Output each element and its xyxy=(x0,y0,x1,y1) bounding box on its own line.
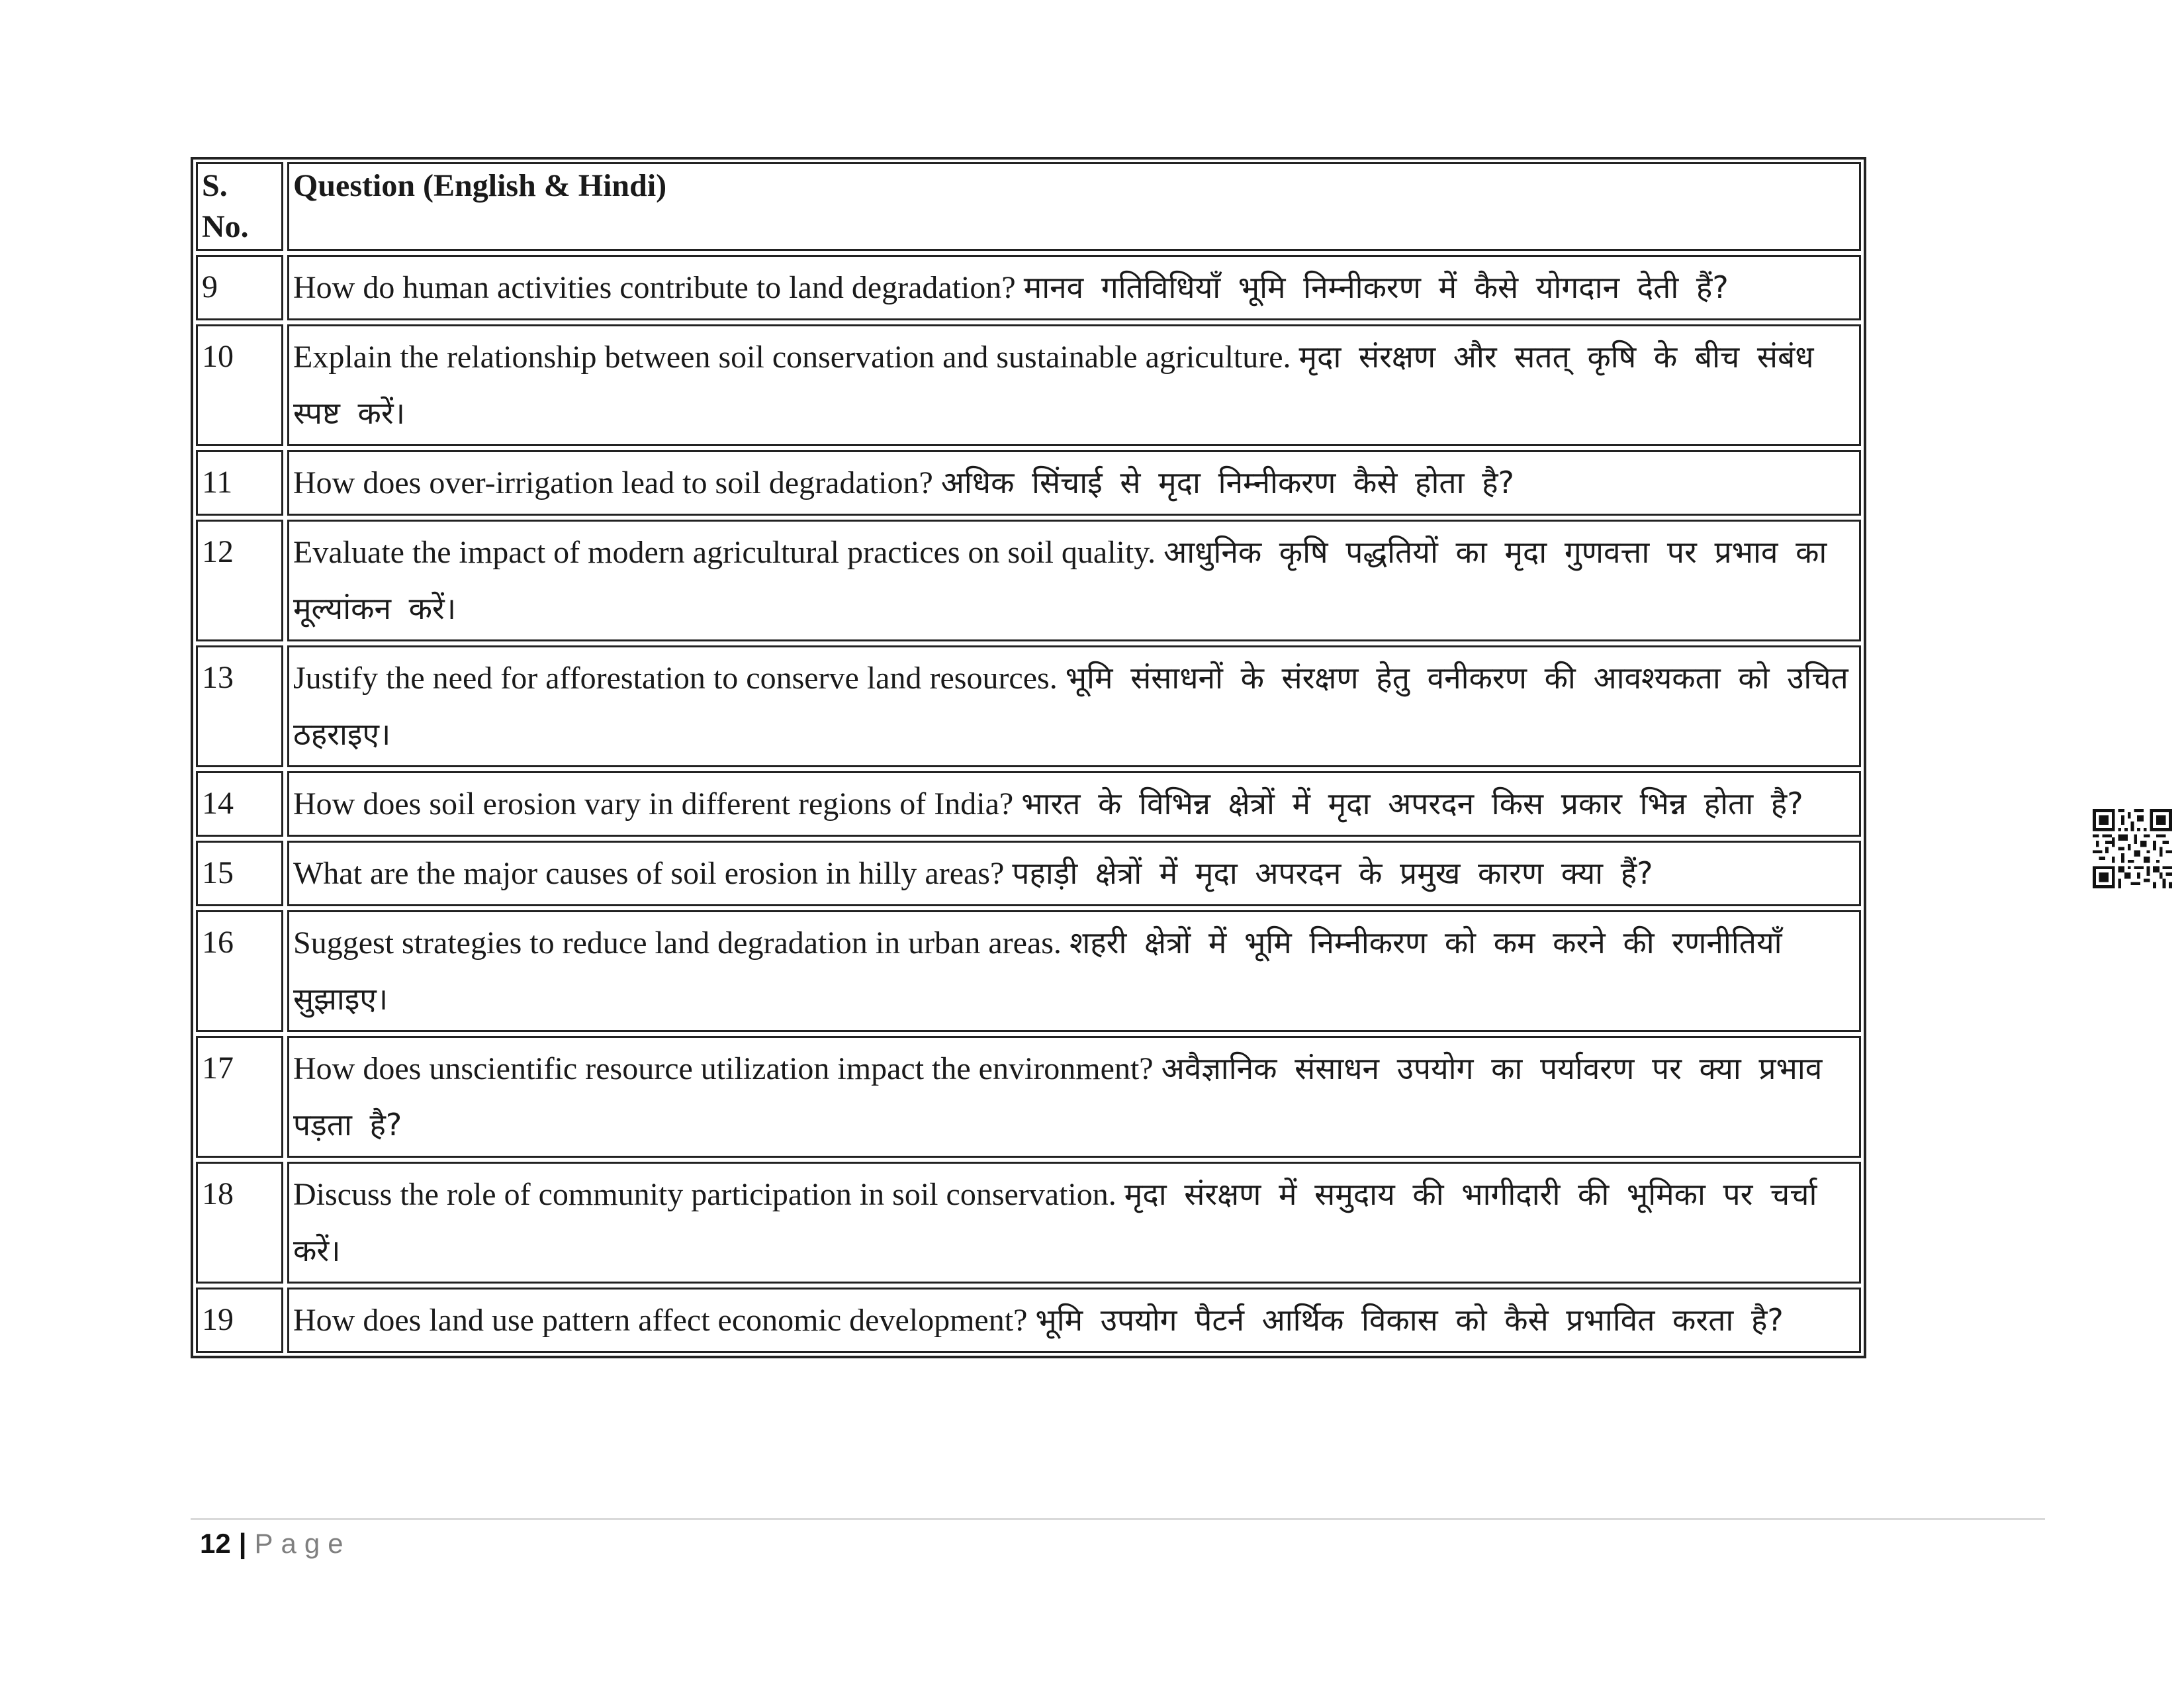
question-cell xyxy=(287,1162,1861,1284)
table-row xyxy=(196,910,1861,1032)
question-hindi: भूमि उपयोग पैटर्न आर्थिक विकास को कैसे प्रभावित करता है? xyxy=(1035,1302,1784,1338)
question-hindi: अवैज्ञानिक संसाधन उपयोग का पर्यावरण पर क्या प्रभाव पड़ता है? xyxy=(293,1051,1823,1143)
table-header-row xyxy=(196,162,1861,251)
question-hindi: मृदा संरक्षण और सतत् कृषि के बीच संबंध स्पष्ट करें। xyxy=(293,339,1814,431)
serial-number-cell: 15 xyxy=(196,841,283,906)
question-english: What are the major causes of soil erosion in hilly areas? xyxy=(293,856,1005,891)
serial-number-cell: 14 xyxy=(196,771,283,837)
table-row xyxy=(196,645,1861,767)
question-hindi: मृदा संरक्षण में समुदाय की भागीदारी की भूमिका पर चर्चा करें। xyxy=(293,1176,1817,1268)
question-hindi: आधुनिक कृषि पद्धतियों का मृदा गुणवत्ता पर प्रभाव का मूल्यांकन करें। xyxy=(293,534,1827,626)
serial-number-cell: 13 xyxy=(196,645,283,767)
question-cell xyxy=(287,450,1861,516)
footer-divider xyxy=(191,1518,2045,1520)
question-cell xyxy=(287,520,1861,641)
question-hindi: अधिक सिंचाई से मृदा निम्नीकरण कैसे होता है? xyxy=(940,465,1514,500)
question-cell xyxy=(287,1288,1861,1353)
page-number: 12 xyxy=(200,1528,231,1559)
table-row xyxy=(196,771,1861,837)
table-body xyxy=(196,255,1861,1353)
question-english: How does over-irrigation lead to soil degradation? xyxy=(293,465,933,500)
serial-number-cell: 18 xyxy=(196,1162,283,1284)
qr-code-icon xyxy=(2093,809,2172,888)
question-english: How does unscientific resource utilization impact the environment? xyxy=(293,1051,1154,1086)
question-english: Discuss the role of community participation in soil conservation. xyxy=(293,1177,1116,1212)
serial-number-cell: 11 xyxy=(196,450,283,516)
question-cell xyxy=(287,645,1861,767)
question-hindi: भारत के विभिन्न क्षेत्रों में मृदा अपरदन किस प्रकार भिन्न होता है? xyxy=(1021,786,1803,821)
question-hindi: शहरी क्षेत्रों में भूमि निम्नीकरण को कम करने की रणनीतियाँ सुझाइए। xyxy=(293,925,1782,1017)
table-row xyxy=(196,1162,1861,1284)
question-english: How does land use pattern affect economic development? xyxy=(293,1303,1028,1338)
table-row xyxy=(196,255,1861,320)
question-english: How does soil erosion vary in different regions of India? xyxy=(293,786,1014,821)
serial-number-cell: 10 xyxy=(196,324,283,446)
question-table-frame xyxy=(191,157,1866,1358)
question-english: Suggest strategies to reduce land degradation in urban areas. xyxy=(293,925,1062,961)
page-label: Page xyxy=(254,1528,351,1559)
question-cell xyxy=(287,910,1861,1032)
table-row xyxy=(196,520,1861,641)
serial-number-cell: 9 xyxy=(196,255,283,320)
serial-number-cell: 17 xyxy=(196,1036,283,1158)
question-english: Explain the relationship between soil conservation and sustainable agriculture. xyxy=(293,340,1291,375)
footer-separator: | xyxy=(238,1528,247,1559)
question-cell xyxy=(287,255,1861,320)
question-cell xyxy=(287,324,1861,446)
question-cell xyxy=(287,841,1861,906)
header-question: Question (English & Hindi) xyxy=(287,162,1861,251)
question-english: Justify the need for afforestation to conserve land resources. xyxy=(293,661,1058,696)
table-row xyxy=(196,1036,1861,1158)
question-table xyxy=(192,158,1865,1357)
table-row xyxy=(196,841,1861,906)
page-footer xyxy=(200,1525,351,1562)
question-english: How do human activities contribute to land degradation? xyxy=(293,270,1016,305)
table-row xyxy=(196,324,1861,446)
header-sno: S. No. xyxy=(196,162,283,251)
table-row xyxy=(196,450,1861,516)
question-hindi: भूमि संसाधनों के संरक्षण हेतु वनीकरण की आवश्यकता को उचित ठहराइए। xyxy=(293,660,1848,752)
question-hindi: मानव गतिविधियाँ भूमि निम्नीकरण में कैसे योगदान देती हैं? xyxy=(1023,269,1729,305)
table-row xyxy=(196,1288,1861,1353)
question-english: Evaluate the impact of modern agricultural practices on soil quality. xyxy=(293,535,1156,570)
question-cell xyxy=(287,771,1861,837)
serial-number-cell: 16 xyxy=(196,910,283,1032)
serial-number-cell: 12 xyxy=(196,520,283,641)
question-cell xyxy=(287,1036,1861,1158)
question-hindi: पहाड़ी क्षेत्रों में मृदा अपरदन के प्रमुख कारण क्या हैं? xyxy=(1012,855,1653,891)
serial-number-cell: 19 xyxy=(196,1288,283,1353)
